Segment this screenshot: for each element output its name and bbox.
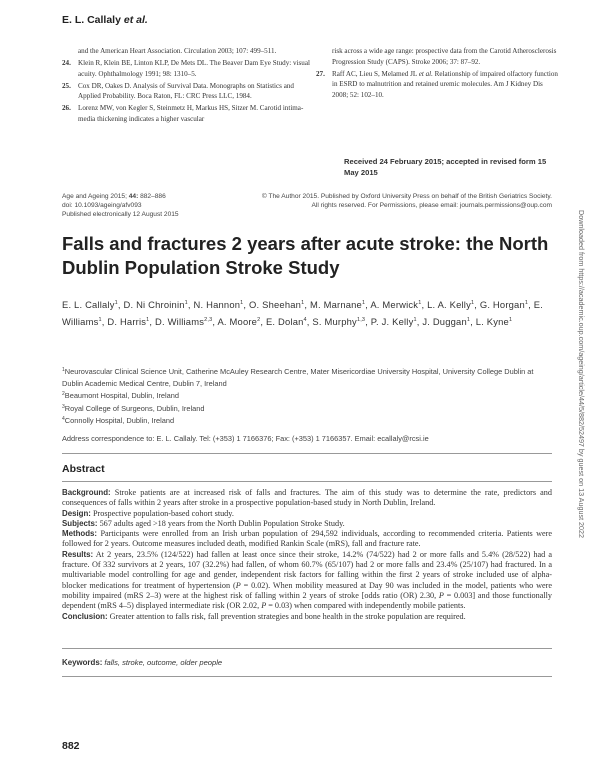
abstract-background	[62, 488, 552, 509]
reference-text: Lorenz MW, von Kegler S, Steinmetz H, Markus HS, Sitzer M. Carotid intima-media thickening indicates a higher vascular	[78, 104, 304, 123]
reference-number: 27.	[316, 69, 325, 78]
author-affiliation-mark: 1	[361, 300, 366, 306]
references-column-1	[62, 46, 312, 126]
abstract-bottom-rule	[62, 648, 552, 649]
author-affiliation-mark: 4	[303, 316, 307, 323]
abstract-results-p-symbol: P	[438, 590, 444, 600]
reference-text-before: Raff AC, Lieu S, Melamed JL	[332, 69, 419, 78]
keywords-terms: falls, stroke, outcome, older people	[104, 658, 223, 667]
author-affiliation-mark: 1	[301, 300, 305, 306]
author-affiliation-mark: 1	[524, 300, 529, 306]
reference-text	[332, 69, 560, 101]
reference-item	[316, 69, 560, 101]
author-name: D. Harris	[107, 315, 147, 327]
reference-text: Klein R, Klein BE, Linton KLP, De Mets DL. The Beaver Dam Eye Study: visual acuity. Ophthalmology 1991; 98: 1310–5.	[78, 59, 310, 78]
author-affiliation-mark: 1	[418, 300, 422, 306]
journal-citation	[62, 193, 179, 202]
abstract-subjects-label: Subjects:	[62, 518, 98, 528]
reference-item	[62, 58, 312, 79]
affiliation-item	[62, 414, 552, 427]
reference-number: 26.	[62, 104, 71, 112]
author-name: A. Merwick	[370, 299, 419, 310]
abstract-top-rule	[62, 453, 552, 454]
abstract-design-text: Prospective population-based cohort study.	[90, 508, 234, 518]
journal-published: Published electronically 12 August 2015	[62, 210, 179, 218]
author-name: E. Williams	[62, 299, 544, 327]
keywords-bottom-rule	[62, 676, 552, 677]
author-affiliation-mark: 1	[240, 300, 244, 306]
abstract-methods-label: Methods:	[62, 529, 98, 539]
abstract-heading: Abstract	[62, 463, 105, 475]
journal-info	[62, 193, 179, 219]
references-column-2	[316, 46, 560, 102]
abstract-results-p-symbol: P	[261, 601, 267, 611]
author-affiliation-mark: 1	[508, 316, 513, 323]
affiliation-text: Connolly Hospital, Dublin, Ireland	[64, 416, 175, 425]
keywords-label: Keywords:	[62, 658, 103, 667]
author-affiliation-mark: 2	[257, 316, 261, 323]
author-name: L. Kyne	[475, 315, 509, 327]
reference-item	[62, 103, 312, 124]
abstract-methods	[62, 529, 552, 550]
author-list: E. L. Callaly$^1$, D. Ni Chroinin$^1$, N. Hannon$^1$, O. Sheehan$^1$, M. Marnane$^1$, A. Merwick$^1$, L. A. Kelly$^1$, G. Horgan$^1$, E. Williams$^1$, D. Harris$^1$, D. Williams$^{2,3}$, A. Moore$^2$, E. Dolan$^4$, S. Murphy$^{1,3}$, P. J. Kelly$^1$, J. Duggan$^1$, L. Kyne$^1$	[62, 299, 544, 327]
copyright-line-2: All rights reserved. For Permissions, please email: journals.permissions@oup.com	[311, 201, 552, 209]
affiliation-mark: 1	[62, 367, 65, 373]
author-name: E. L. Callaly	[62, 299, 115, 310]
affiliation-text: Royal College of Surgeons, Dublin, Ireland	[64, 403, 205, 413]
reference-number	[316, 46, 332, 67]
affiliation-mark: 2	[62, 391, 65, 397]
reference-number	[62, 46, 78, 57]
author-affiliation-mark: 2,3	[204, 316, 213, 323]
abstract-results-text-4: = 0.03) when compared with independently mobile patients.	[266, 601, 466, 611]
abstract-conclusion-label: Conclusion:	[62, 611, 108, 621]
affiliation-item	[62, 365, 552, 389]
author-name: A. Moore	[217, 315, 258, 327]
affiliation-text: Neurovascular Clinical Science Unit, Catherine McAuley Research Centre, Mater Misericordiae University Hospital, University College Dublin at Dublin Academic Medical Centre, Dublin 7, Ireland	[62, 367, 534, 388]
reference-text-after: Relationship of impaired olfactory function in ESRD to malnutrition and retained uremic molecules. Am J Kidney Dis 2008; 52: 102–10.	[332, 69, 558, 99]
reference-item	[316, 46, 560, 67]
journal-volume: 44:	[128, 193, 139, 200]
abstract-background-label: Background:	[62, 488, 111, 497]
author-affiliation-mark: 1	[466, 316, 471, 323]
author-name: P. J. Kelly	[370, 315, 414, 327]
reference-number: 24.	[62, 59, 71, 67]
abstract-results-text-2: = 0.02). When mobility measured at Day 90 was included in the model, patients who were mobility impaired (mRS 2–3) were at the highest risk of falling within 2 years of stroke [odds ratio (OR) 2.30,	[62, 580, 552, 600]
reference-item	[62, 81, 312, 102]
author-name: J. Duggan	[422, 315, 467, 327]
abstract-methods-text: Participants were enrolled from an Irish urban population of 294,592 individuals, according to recommended criteria. Patients were followed for 2 years. Outcome measures included death, modified Rankin Scale (mRS), fall and fracture rate.	[62, 529, 552, 549]
author-affiliation-mark: 1,3	[356, 316, 366, 323]
abstract-background-text: Stroke patients are at increased risk of falls and fractures. The aim of this study was to determine the rate, predictors and consequences of falls within 2 years after stroke in a prospective population-based study in North Dublin, Ireland.	[62, 488, 552, 508]
reference-item	[62, 46, 312, 57]
affiliation-item	[62, 402, 552, 415]
keywords	[62, 658, 222, 667]
abstract-heading-rule	[62, 481, 552, 482]
author-name: D. Ni Chroinin	[123, 299, 185, 310]
received-dates: Received 24 February 2015; accepted in revised form 15 May 2015	[344, 157, 547, 177]
journal-doi: doi: 10.1093/ageing/afv093	[62, 201, 142, 209]
affiliation-mark: 3	[62, 403, 65, 410]
running-head-etal: et al.	[123, 14, 148, 26]
author-affiliation-mark: 1	[470, 300, 475, 306]
affiliation-list	[62, 365, 552, 427]
running-head-authors: E. L. Callaly	[62, 14, 121, 26]
author-name: S. Murphy	[312, 315, 357, 327]
author-affiliation-mark: 1	[98, 316, 102, 323]
download-watermark: Downloaded from https://academic.oup.com/ageing/article/44/5/882/52497 by guest on 13 August 2022	[577, 210, 586, 539]
author-name: G. Horgan	[479, 299, 525, 310]
abstract-subjects-text: 567 adults aged >18 years from the North Dublin Population Stroke Study.	[97, 518, 345, 528]
copyright-line-1: © The Author 2015. Published by Oxford University Press on behalf of the British Geriatrics Society.	[261, 193, 552, 200]
copyright-notice	[200, 193, 552, 211]
author-name: N. Hannon	[193, 299, 241, 310]
abstract-conclusion-text: Greater attention to falls risk, fall prevention strategies and bone health in the stroke population are required.	[107, 611, 466, 621]
author-name: D. Williams	[155, 315, 205, 327]
author-affiliation-mark: 1	[114, 300, 118, 306]
abstract-results-label: Results:	[62, 549, 94, 559]
author-affiliation-mark: 1	[413, 316, 417, 323]
reference-number: 25.	[62, 81, 71, 90]
correspondence-address: Address correspondence to: E. L. Callaly. Tel: (+353) 1 7166376; Fax: (+353) 1 7166357. Email: ecallaly@rcsi.ie	[62, 434, 429, 443]
affiliation-item	[62, 389, 552, 402]
running-head	[62, 14, 148, 26]
abstract-body	[62, 488, 552, 622]
abstract-results	[62, 550, 552, 612]
author-affiliation-mark: 1	[184, 300, 188, 306]
author-affiliation-mark: 1	[146, 316, 150, 323]
abstract-results-p-symbol: P	[235, 580, 241, 590]
author-name: O. Sheehan	[249, 299, 302, 310]
abstract-design-label: Design:	[62, 508, 91, 518]
reference-text: and the American Heart Association. Circulation 2003; 107: 499–511.	[78, 47, 277, 55]
reference-etal: et al.	[418, 69, 433, 78]
affiliation-text: Beaumont Hospital, Dublin, Ireland	[64, 391, 179, 400]
abstract-results-text-3: = 0.003] and those functionally dependent (mRS 4–5) displayed intermediate risk (OR 2.02,	[62, 590, 552, 611]
journal-pages: 882–886	[138, 193, 166, 200]
author-name: M. Marnane	[309, 299, 362, 310]
affiliation-mark: 4	[62, 416, 65, 422]
abstract-conclusion	[62, 612, 552, 622]
reference-text: risk across a wide age range: prospective data from the Carotid Atherosclerosis Progression Study (CAPS). Stroke 2006; 37: 87–92.	[332, 47, 557, 66]
author-name: L. A. Kelly	[427, 299, 471, 310]
reference-text: Cox DR, Oakes D. Analysis of Survival Data. Monographs on Statistics and Applied Probability. Boca Raton, FL: CRC Press LLC, 1984.	[78, 81, 294, 100]
journal-citation-prefix: Age and Ageing 2015;	[62, 193, 129, 200]
abstract-subjects	[62, 519, 552, 529]
article-title: Falls and fractures 2 years after acute stroke: the North Dublin Population Stroke Study	[62, 233, 549, 278]
abstract-results-text-1: At 2 years, 23.5% (124/522) had fallen at least once since their stroke, 14.2% (74/522) had 2 or more falls and 5.4% (28/522) had a fracture. Of 332 survivors at 2 years, 107 (32.2%) had fallen, of whom 60.7% (65/107) had 2 or more falls and 23.4% (25/107) had fractured. In a multivariable model controlling for age and gender, independent risk factors for falling within the first 2 years of stroke included use of alpha-blocker medications for treatment of hypertension (	[62, 549, 552, 590]
page-number: 882	[62, 740, 80, 752]
author-name: E. Dolan	[265, 315, 304, 327]
abstract-design	[62, 509, 552, 519]
